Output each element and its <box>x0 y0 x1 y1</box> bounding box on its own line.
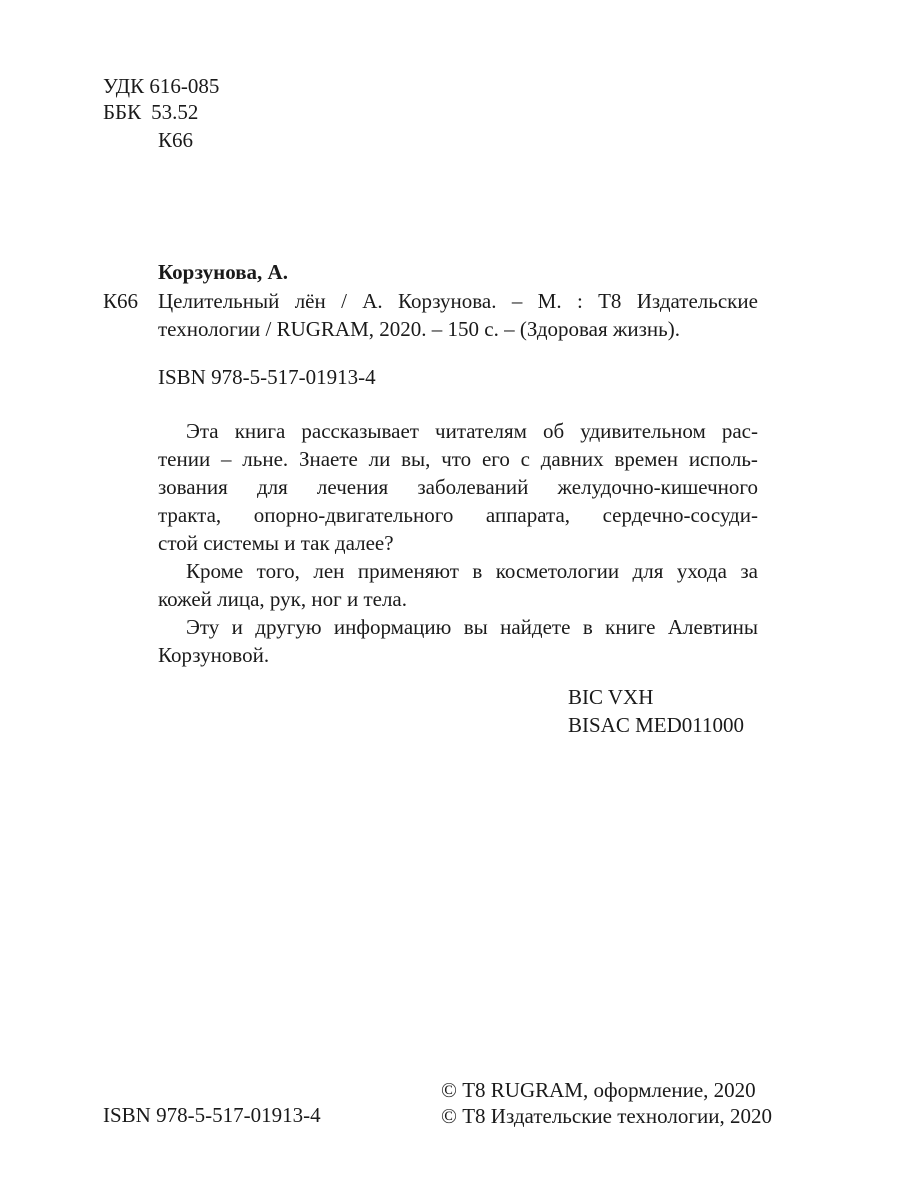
annotation-word: ухода <box>676 559 727 583</box>
annotation-word: в <box>582 615 593 639</box>
annotation-word: рассказывает <box>301 419 419 443</box>
annotation-word: Алевтины <box>667 615 758 639</box>
annotation-word: за <box>740 559 758 583</box>
bibliographic-word: / <box>341 289 347 313</box>
annotation-word: желудочно-кишечного <box>557 475 758 499</box>
annotation-line <box>158 585 758 613</box>
udk-value: 616-085 <box>149 74 220 98</box>
annotation-word: лен <box>313 559 345 583</box>
annotation-word: его <box>481 447 510 471</box>
annotation-word: рас- <box>721 419 758 443</box>
annotation-word: применяют <box>357 559 459 583</box>
annotation-line <box>158 417 758 445</box>
annotation-line <box>158 501 758 529</box>
annotation-text: стой системы и так далее? <box>158 531 394 555</box>
annotation-word: того, <box>256 559 300 583</box>
annotation-text: зования <box>158 475 228 499</box>
annotation-word: Знаете <box>298 447 358 471</box>
annotation-text: Эту <box>186 615 220 639</box>
annotation-word: что <box>441 447 472 471</box>
annotation-word: давних <box>540 447 604 471</box>
bibliographic-word: М. <box>537 289 562 313</box>
annotation-word: для <box>632 559 664 583</box>
bibliographic-word: – <box>511 289 523 313</box>
bibliographic-word: А. <box>362 289 383 313</box>
annotation-word: ли <box>368 447 391 471</box>
bibliographic-word: лён <box>294 289 326 313</box>
annotation-word: косметологии <box>495 559 620 583</box>
udk-label: УДК <box>103 74 145 98</box>
bibliographic-word: Корзунова. <box>397 289 497 313</box>
annotation-text: кожей лица, рук, ног и тела. <box>158 587 407 611</box>
annotation-word: исполь- <box>688 447 758 471</box>
annotation-text: Эта <box>186 419 219 443</box>
annotation-word: книга <box>234 419 286 443</box>
annotation-line <box>158 473 758 501</box>
annotation-word: льне. <box>242 447 289 471</box>
bbk-code <box>103 98 198 126</box>
annotation-word: книге <box>605 615 656 639</box>
annotation-word: – <box>221 447 232 471</box>
annotation-word: вы <box>463 615 488 639</box>
annotation-line <box>158 557 758 585</box>
bbk-label: ББК <box>103 100 142 124</box>
bibliographic-word: Целительный <box>158 289 280 313</box>
bibliographic-word: Издательские <box>636 289 758 313</box>
isbn-footer: ISBN 978-5-517-01913-4 <box>103 1103 321 1127</box>
author-sign-top: К66 <box>158 128 194 152</box>
annotation-word: для <box>256 475 288 499</box>
author-name: Корзунова, А. <box>158 260 288 284</box>
annotation-text: тении <box>158 447 211 471</box>
copyright-design: © Т8 RUGRAM, оформление, 2020 <box>441 1078 756 1102</box>
annotation-line <box>158 529 758 557</box>
annotation-word: заболеваний <box>417 475 529 499</box>
bibliographic-word: : <box>576 289 583 313</box>
author-sign: К66 <box>103 289 139 313</box>
annotation-line <box>158 641 758 669</box>
annotation-word: опорно-двигательного <box>253 503 454 527</box>
annotation-word: лечения <box>316 475 389 499</box>
isbn-main: ISBN 978-5-517-01913-4 <box>158 365 376 389</box>
annotation-word: сердечно-сосуди- <box>602 503 758 527</box>
annotation-word: времен <box>614 447 679 471</box>
annotation-line <box>158 613 758 641</box>
annotation-word: удивительном <box>580 419 706 443</box>
annotation-word: найдете <box>500 615 571 639</box>
bibliographic-word: Т8 <box>598 289 622 313</box>
copyright-publisher: © Т8 Издательские технологии, 2020 <box>441 1104 772 1128</box>
annotation-word: информацию <box>333 615 452 639</box>
bibliographic-line-2: технологии / RUGRAM, 2020. – 150 с. – (Здоровая жизнь). <box>158 317 680 341</box>
annotation-word: вы, <box>401 447 431 471</box>
annotation-word: другую <box>255 615 322 639</box>
udk-code <box>103 72 219 100</box>
annotation-word: с <box>520 447 530 471</box>
annotation-line <box>158 445 758 473</box>
annotation-word: об <box>543 419 565 443</box>
annotation-word: аппарата, <box>485 503 571 527</box>
annotation-word: и <box>231 615 243 639</box>
annotation-text: тракта, <box>158 503 222 527</box>
annotation-text: Кроме <box>186 559 244 583</box>
annotation-text: Корзуновой. <box>158 643 270 667</box>
bisac-code: BISAC MED011000 <box>568 713 744 737</box>
annotation-word: в <box>472 559 483 583</box>
bic-code: BIC VXH <box>568 685 654 709</box>
annotation <box>158 417 758 669</box>
annotation-word: читателям <box>435 419 527 443</box>
bibliographic-line-1 <box>158 287 758 315</box>
bbk-value: 53.52 <box>151 100 199 124</box>
